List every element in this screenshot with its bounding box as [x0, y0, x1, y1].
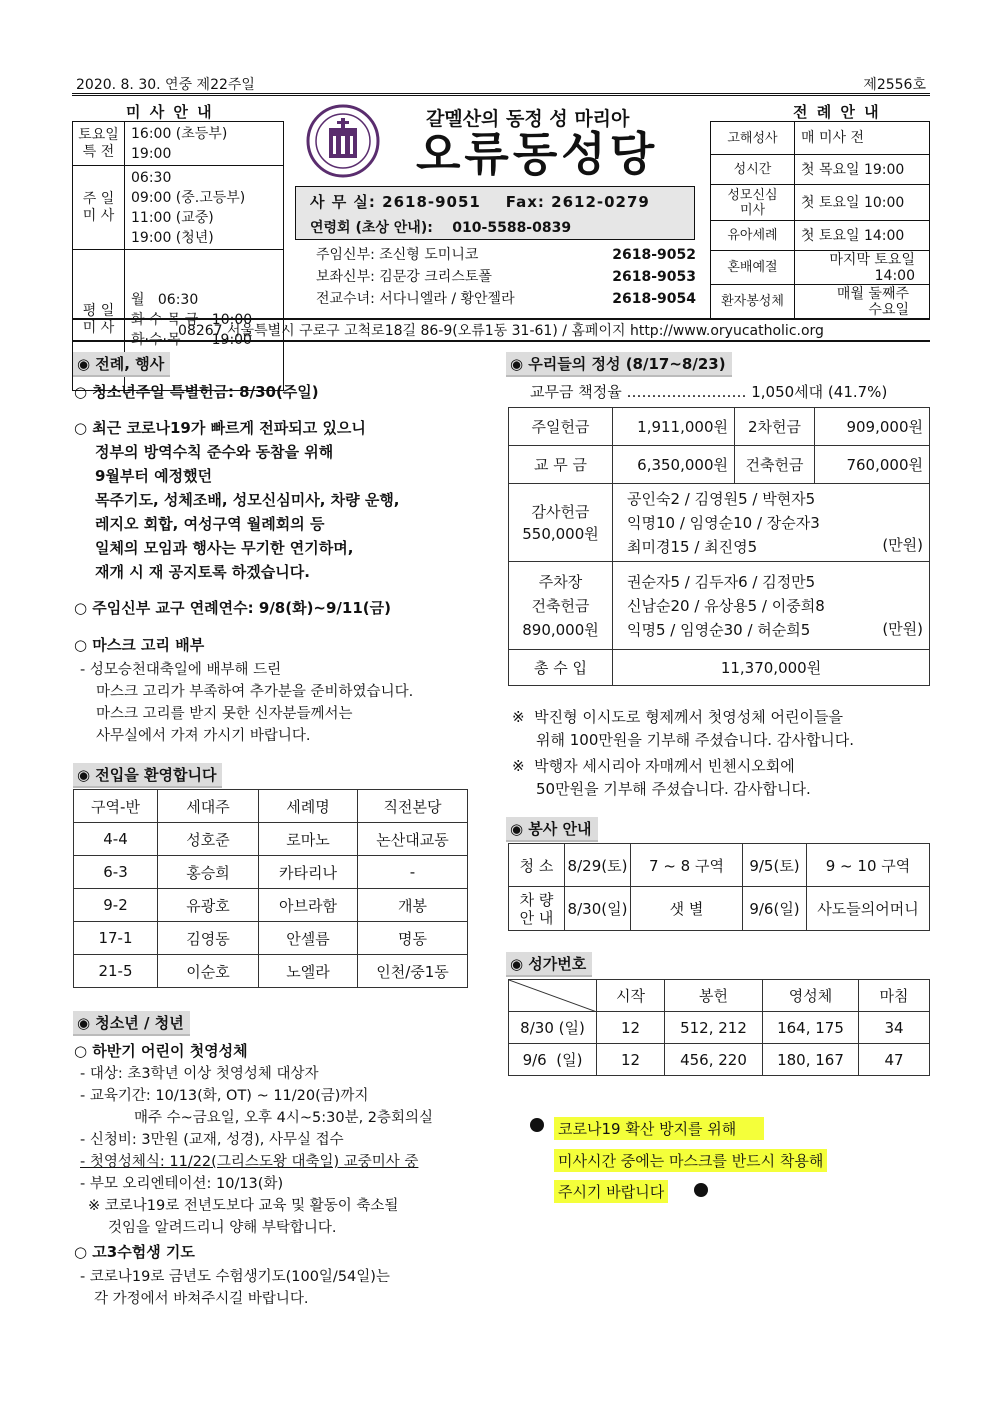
mass-times-sunday: 06:30 09:00 (중.고등부) 11:00 (교중) 19:00 (청년) [125, 166, 284, 250]
service-table: 청 소 8/29(토) 7 ~ 8 구역 9/5(토) 9 ~ 10 구역 차 량 안 내 8/30(일) 샛 별 9/6(일) 사도들의어머니 [508, 843, 930, 931]
mass-schedule-table [72, 121, 284, 391]
youth-first-communion-detail: - 대상: 초3학년 이상 첫영성체 대상자 - 교육기간: 10/13(화, OT) ~ 11/20(금)까지 매주 수~금요일, 오후 4시~5:30분, 2층회의실 - 신청비: 3만원 (교재, 성경), 사무실 접수 - 첫영성체식: 11/22(그리스도왕 대축일) 교중미사 중 - 부모 오리엔테이션: 10/13(화) ※ 코로나19로 전년도보다 교육 및 활동이 축소될 것임을 알려드리니 양해 부탁합니다. [80, 1066, 434, 1236]
welcome-heading: ◉ 전입을 환영합니다 [73, 763, 222, 788]
hymn-corner-cell [509, 980, 597, 1012]
table-row: 17-1 김영동 안셀름 명동 [74, 922, 468, 955]
liturgy-label: 전 례 안 내 [793, 103, 881, 121]
mass-day-weekday: 평 일 미 사 [73, 250, 125, 391]
clergy-pastor: 주임신부: 조신형 도미니코 2618-9052 [316, 247, 696, 263]
office-phone-fax: 사 무 실: 2618-9051 Fax: 2612-0279 [310, 193, 650, 211]
youth-item-first-communion: ○ 하반기 어린이 첫영성체 [74, 1042, 248, 1060]
table-row: 9-2 유광호 아브라함 개봉 [74, 889, 468, 922]
offering-pledge-rate: 교무금 책정율 …………………… 1,050세대 (41.7%) [530, 383, 888, 401]
mass-day-sunday: 주 일 미 사 [73, 166, 125, 250]
events-item-covid: ○ 최근 코로나19가 빠르게 전파되고 있으니 정부의 방역수칙 준수와 동참을 위해 9월부터 예정했던 목주기도, 성체조배, 성모신심미사, 차량 운행, 레지오 회합, 여성구역 월례회의 등 일체의 모임과 행사는 무기한 연기하며, 재개 시 재 공지토록 하겠습니다. [74, 419, 400, 581]
service-heading: ◉ 봉사 안내 [506, 817, 598, 842]
events-heading: ◉ 전례, 행사 [73, 352, 170, 377]
hymn-table: 시작 봉헌 영성체 마침 8/30 (일) 12 512, 212 164, 175 34 9/6 (일) 12 456, 220 180, 167 47 [508, 979, 930, 1076]
hymns-heading: ◉ 성가번호 [506, 952, 592, 977]
offering-note-2: ※ 박행자 세시리아 자매께서 빈첸시오회에 50만원을 기부해 주셨습니다. 감사합니다. [512, 757, 811, 798]
clergy-assistant: 보좌신부: 김문강 크리스토폴 2618-9053 [316, 269, 696, 285]
notice-line-2: 미사시간 중에는 마스크를 반드시 착용해 [554, 1149, 827, 1172]
table-row: 21-5 이순호 노엘라 인천/중1동 [74, 955, 468, 988]
church-title: 오류동성당 [416, 127, 659, 181]
welcome-table: 구역-반 세대주 세례명 직전본당 4-4 성호준 로마노 논산대교동 6-3 홍승희 카타리나 - 9-2 유광호 아브라함 개봉 17-1 김영동 안셀름 명동 21-5 이순호 노엘라 인천/중1동 [73, 789, 468, 988]
mass-label: 미 사 안 내 [126, 103, 214, 121]
notice-line-3: 주시기 바랍니다 [554, 1180, 668, 1203]
church-subtitle: 갈멜산의 동정 성 마리아 [426, 108, 630, 130]
youth-exam-prayer-detail: - 코로나19로 금년도 수험생기도(100일/54일)는 각 가정에서 바쳐주시길 바랍니다. [80, 1269, 390, 1307]
liturgy-schedule-table: 고해성사 매 미사 전 성시간 첫 목요일 19:00 성모신심 미사 첫 토요일 10:00 유아세례 첫 토요일 14:00 혼배예절 마지막 토요일 14:00 환자봉성체 매월 둘째주 수요일 [710, 121, 930, 319]
mass-day-saturday: 토요일 특 전 [73, 122, 125, 166]
offering-heading: ◉ 우리들의 정성 (8/17~8/23) [506, 352, 732, 377]
office-contact-box [295, 186, 695, 240]
youth-heading: ◉ 청소년 / 청년 [73, 1011, 190, 1036]
table-row: 8/30 (일) 12 512, 212 164, 175 34 [509, 1012, 930, 1044]
bullet-icon [694, 1183, 708, 1197]
church-logo-icon [306, 104, 380, 178]
offering-note-1: ※ 박진형 이시도로 형제께서 첫영성체 어린이들을 위해 100만원을 기부해 주셨습니다. 감사합니다. [512, 708, 855, 749]
youth-item-exam-prayer: ○ 고3수험생 기도 [74, 1243, 195, 1261]
events-item-youth-sunday: ○ 청소년주일 특별헌금: 8/30(주일) [74, 383, 319, 401]
notice-line-1: 코로나19 확산 방지를 위해 [554, 1117, 764, 1140]
clergy-sisters: 전교수녀: 서다니엘라 / 황안젤라 2618-9054 [316, 291, 696, 307]
table-row: 6-3 홍승희 카타리나 - [74, 856, 468, 889]
issue-header-line [72, 72, 930, 96]
clergy-list [316, 244, 696, 310]
mass-times-saturday: 16:00 (초등부) 19:00 [125, 122, 284, 166]
table-row: 9/6 (일) 12 456, 220 180, 167 47 [509, 1044, 930, 1076]
events-mask-detail: - 성모승천대축일에 배부해 드린 마스크 고리가 부족하여 추가분을 준비하였습니다. 마스크 고리를 받지 못한 신자분들께서는 사무실에서 가져 가시기 바랍니다. [80, 662, 414, 744]
table-row: 4-4 성호준 로마노 논산대교동 [74, 823, 468, 856]
events-item-mask: ○ 마스크 고리 배부 [74, 636, 205, 654]
church-address: 08267 서울특별시 구로구 고척로18길 86-9(오류1동 31-61) / 홈페이지 http://www.oryucatholic.org [72, 318, 930, 342]
issue-date: 2020. 8. 30. 연중 제22주일 [76, 77, 255, 93]
offering-table: 주일헌금 1,911,000원 2차헌금 909,000원 교 무 금 6,350,000원 건축헌금 760,000원 감사헌금 550,000원 공인숙2 / 김영원5 / 박현자5 익명10 / 임영순10 / 장순자3 최미경15 / 최진영5 (만원) 주차장 건축헌금 890,000원 권순자5 / 김두자6 / 김정만5 신남순20 / 유상용5 / 이중희8 익명5 / 임영순30 / 허순희5 (만원) 총 수 입 11,370,000원 [508, 407, 930, 686]
bullet-icon [530, 1118, 544, 1132]
funeral-contact: 연령회 (초상 안내): 010-5588-0839 [310, 220, 572, 236]
issue-number: 제2556호 [863, 77, 926, 93]
events-item-retreat: ○ 주임신부 교구 연례연수: 9/8(화)~9/11(금) [74, 599, 391, 617]
mass-times-weekday: 월 06:30 화·수·목·금 10:00 화·수·목 19:00 [125, 250, 284, 391]
